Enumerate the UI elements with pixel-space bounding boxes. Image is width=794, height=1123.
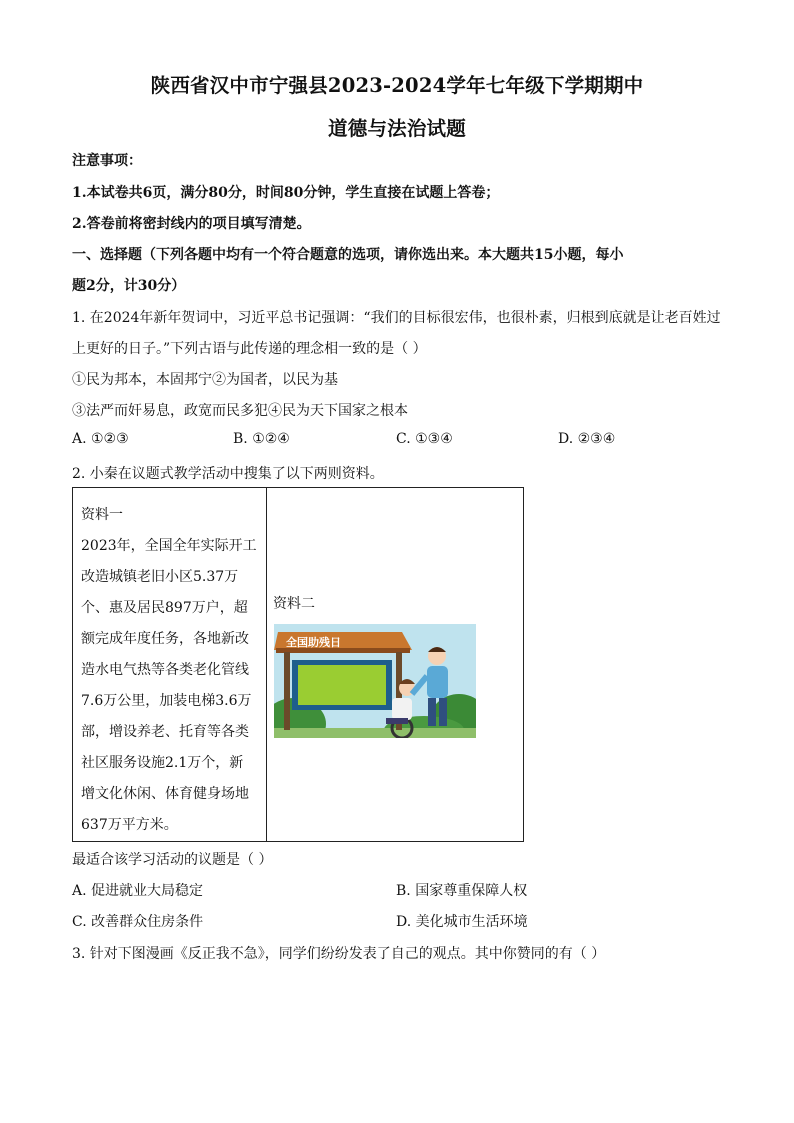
section1-heading-line2: 题2分，计30分）	[72, 278, 186, 294]
material-1-line: 个、惠及居民897万户，超	[81, 600, 248, 616]
materials-table	[72, 487, 524, 842]
material-2-cell	[267, 488, 524, 842]
material-1-line: 637万平方米。	[81, 817, 178, 833]
q1-stem-line2: 上更好的日子。”下列古语与此传递的理念相一致的是（ ）	[72, 341, 427, 357]
q1-statements-line1: ①民为邦本，本固邦宁②为国者，以民为基	[72, 372, 338, 388]
q2-question: 最适合该学习活动的议题是（ ）	[72, 852, 273, 868]
material-1-line: 增文化休闲、体育健身场地	[81, 786, 249, 802]
material-1-label: 资料一	[81, 507, 123, 523]
section1-heading-line1: 一、选择题（下列各题中均有一个符合题意的选项，请你选出来。本大题共15小题，每小	[72, 247, 624, 263]
disability-day-illustration	[274, 624, 476, 738]
exam-title-line2: 道德与法治试题	[328, 117, 466, 140]
q1-option-b[interactable]: B. ①②④	[233, 431, 290, 447]
q1-stem-line1: 1. 在2024年新年贺词中，习近平总书记强调：“我们的目标很宏伟，也很朴素，归根到底就是让老百姓过	[72, 310, 721, 326]
q3-stem: 3. 针对下图漫画《反正我不急》，同学们纷纷发表了自己的观点。其中你赞同的有（ ）	[72, 946, 606, 962]
material-1-line: 额完成年度任务，各地新改	[81, 631, 249, 647]
q2-option-c[interactable]: C. 改善群众住房条件	[72, 914, 204, 930]
sign-text: 全国助残日	[286, 636, 341, 649]
material-2-label: 资料二	[273, 596, 315, 612]
material-1-line: 部，增设养老、托育等各类	[81, 724, 249, 740]
notes-heading: 注意事项：	[72, 153, 142, 169]
q1-option-c[interactable]: C. ①③④	[396, 431, 453, 447]
material-1-line: 造水电气热等各类老化管线	[81, 662, 249, 678]
notes-item-2: 2.答卷前将密封线内的项目填写清楚。	[72, 216, 311, 232]
notes-item-1: 1.本试卷共6页，满分80分，时间80分钟，学生直接在试题上答卷；	[72, 185, 500, 201]
q2-option-b[interactable]: B. 国家尊重保障人权	[396, 883, 528, 899]
q2-option-a[interactable]: A. 促进就业大局稳定	[72, 883, 204, 899]
q1-option-a[interactable]: A. ①②③	[72, 431, 129, 447]
q2-option-d[interactable]: D. 美化城市生活环境	[396, 914, 528, 930]
material-1-line: 改造城镇老旧小区5.37万	[81, 569, 239, 585]
material-1-line: 社区服务设施2.1万个，新	[81, 755, 244, 771]
q1-option-d[interactable]: D. ②③④	[558, 431, 616, 447]
material-1-line: 2023年，全国全年实际开工	[81, 538, 257, 554]
exam-title-line1: 陕西省汉中市宁强县2023-2024学年七年级下学期期中	[150, 74, 644, 97]
q1-statements-line2: ③法严而奸易息，政宽而民多犯④民为天下国家之根本	[72, 403, 408, 419]
q2-stem: 2. 小秦在议题式教学活动中搜集了以下两则资料。	[72, 466, 384, 482]
material-1-line: 7.6万公里，加装电梯3.6万	[81, 693, 252, 709]
material-1-cell	[73, 488, 267, 842]
